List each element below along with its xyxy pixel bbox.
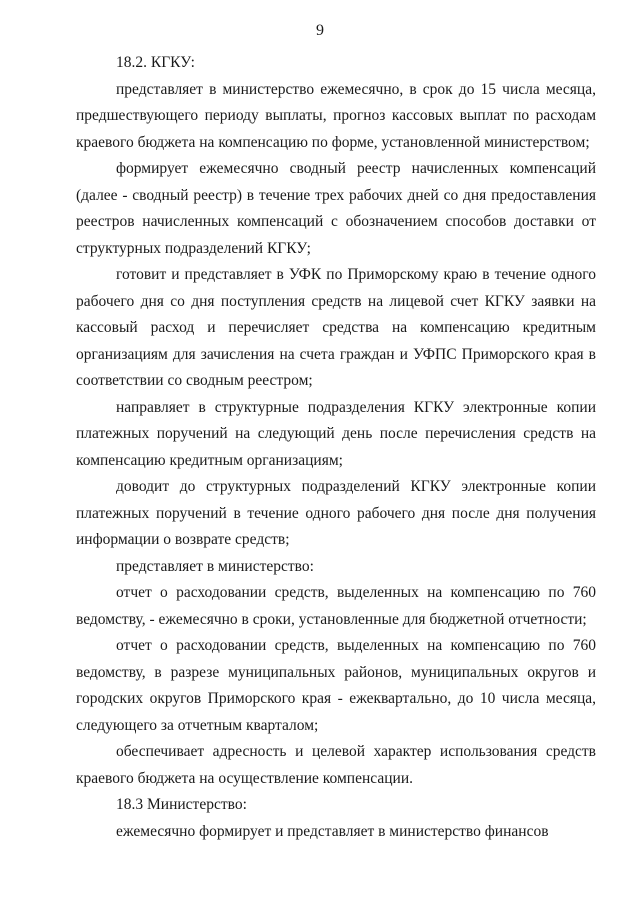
paragraph: ежемесячно формирует и представляет в министерство финансов [116, 822, 549, 840]
paragraph: отчет о расходовании средств, выделенных на компенсацию по 760 ведомству, - ежемесячно в сроки, установленные для бюджетной отчетности; [76, 584, 596, 628]
paragraph: представляет в министерство ежемесячно, в срок до 15 числа месяца, предшествующего периоду выплаты, прогноз кассовых выплат по расходам краевого бюджета на компенсацию по форме, установленной министерством; [76, 80, 596, 151]
section-heading-18-2: 18.2. КГКУ: [116, 54, 195, 71]
paragraph: формирует ежемесячно сводный реестр начисленных компенсаций (далее - сводный реестр) в течение трех рабочих дней со дня предоставления реестров начисленных компенсаций с обозначением способов доставки от структурных подразделений КГКУ; [76, 160, 596, 257]
paragraph: отчет о расходовании средств, выделенных на компенсацию по 760 ведомству, в разрезе муниципальных районов, муниципальных округов и городских округов Приморского края - ежеквартально, до 10 числа месяца, следующего за отчетным кварталом; [76, 637, 596, 734]
section-heading-18-3: 18.3 Министерство: [116, 796, 247, 813]
paragraph: представляет в министерство: [116, 557, 314, 575]
paragraph: направляет в структурные подразделения КГКУ электронные копии платежных поручений на следующий день после перечисления средств на компенсацию кредитным организациям; [76, 398, 596, 469]
paragraph: готовит и представляет в УФК по Приморскому краю в течение одного рабочего дня со дня поступления средств на лицевой счет КГКУ заявки на кассовый расход и перечисляет средства на компенсацию кредитным организациям для зачисления на счета граждан и УФПС Приморского края в соответствии со сводным реестром; [76, 266, 596, 389]
page-number: 9 [316, 22, 324, 39]
paragraph: доводит до структурных подразделений КГКУ электронные копии платежных поручений в течение одного рабочего дня после дня получения информации о возврате средств; [76, 478, 596, 548]
paragraph: обеспечивает адресность и целевой характер использования средств краевого бюджета на осуществление компенсации. [76, 743, 596, 787]
document-body [76, 50, 596, 845]
